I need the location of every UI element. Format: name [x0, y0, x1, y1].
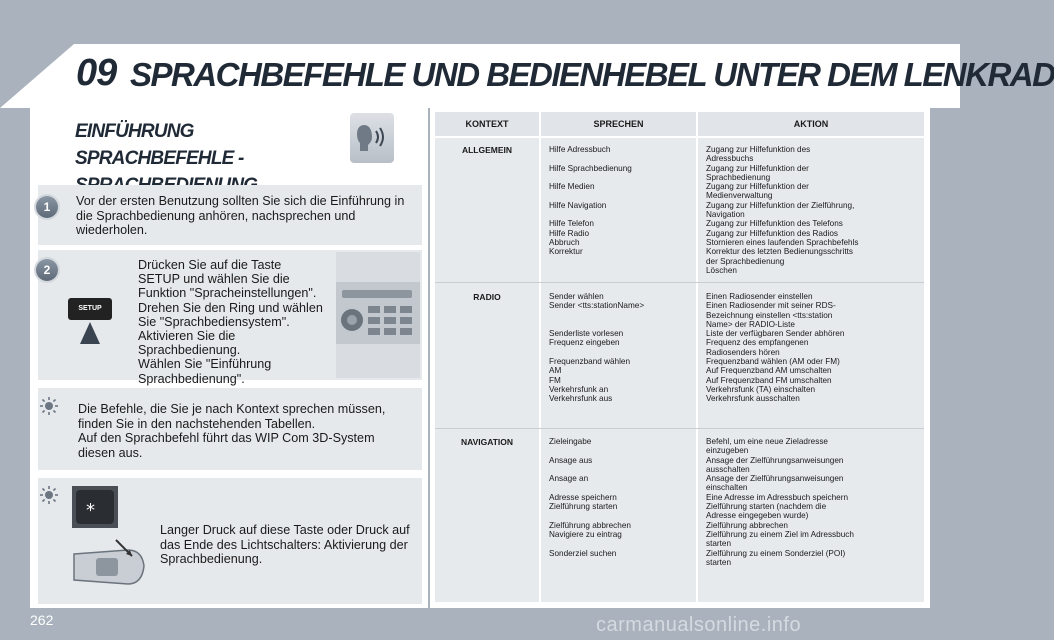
step-2-line: Drücken Sie auf die Taste — [138, 258, 282, 272]
table-row-context: RADIO — [473, 292, 501, 302]
watermark: carmanualsonline.info — [596, 614, 802, 636]
context-column — [435, 138, 539, 602]
tip-2-text — [160, 523, 420, 567]
step-1-text: Vor der ersten Benutzung sollten Sie sich die Einführung in die Sprachbedienung anhören, nachsprechen und wiederholen. — [76, 194, 405, 237]
step-2-line: Sprachbedienung". — [138, 371, 245, 386]
page-title: SPRACHBEFEHLE UND BEDIENHEBEL UNTER DEM LENKRAD — [130, 56, 1054, 93]
table-row-speak: Sender wählen Sender <tts:stationName> Senderliste vorlesen Frequenz eingeben Frequenzband wählen AM FM Verkehrsfunk an Verkehrsfunk aus — [549, 292, 645, 404]
radio-unit-illustration — [336, 252, 420, 378]
intro-title-line1: EINFÜHRUNG SPRACHBEFEHLE - — [75, 121, 244, 169]
row-divider — [435, 282, 924, 283]
svg-text:*: * — [86, 500, 95, 521]
table-row-context: ALLGEMEIN — [461, 145, 513, 155]
tip-2-line: das Ende des Lichtschalters: Aktivierung der — [160, 537, 408, 552]
steering-wheel-button-illustration — [72, 486, 118, 528]
sun-tip-icon — [40, 397, 58, 415]
step-2-line: Funktion "Spracheinstellungen". — [138, 286, 317, 301]
table-header-action: AKTION — [698, 112, 924, 136]
step-2-line: Wählen Sie "Einführung — [138, 357, 272, 372]
voice-command-icon — [350, 113, 394, 163]
tip-1-line: Die Befehle, die Sie je nach Kontext sprechen müssen, — [78, 402, 386, 416]
tip-2-line: Sprachbedienung. — [160, 552, 263, 566]
table-row-action: Zugang zur Hilfefunktion des Adressbuchs Zugang zur Hilfefunktion der Sprachbedienung Zugang zur Hilfefunktion der Medienverwaltung Zugang zur Hilfefunktion der Zielführung, Navigation Zugang zur Hilfefunktion des Telefons Zugang zur Hilfefunktion des Radios Stornieren eines laufenden Sprachbefehls Korrektur des letzten Bedienungsschritts der Sprachbedienung Löschen — [706, 145, 859, 275]
table-header-speak: SPRECHEN — [541, 112, 696, 136]
arrow-up-icon — [80, 322, 100, 344]
step-2-line: Drehen Sie den Ring und wählen — [138, 300, 323, 315]
light-stalk-illustration — [70, 536, 154, 602]
table-row-action: Einen Radiosender einstellen Einen Radiosender mit seiner RDS- Bezeichnung einstellen <tts:station Name> der RADIO-Liste Liste der verfügbaren Sender abhören Frequenz des empfangenen Radiosenders hören Frequenzband wählen (AM oder FM) Auf Frequenzband AM umschalten Auf Frequenzband FM umschalten Verkehrsfunk (TA) einschalten Verkehrsfunk ausschalten — [706, 292, 845, 404]
table-row-action: Befehl, um eine neue Zieladresse einzugeben Ansage der Zielführungsanweisungen ausschalten Ansage der Zielführungsanweisungen einschalten Eine Adresse im Adressbuch speichern Zielführung starten (nachdem die Adresse eingegeben wurde) Zielführung abbrechen Zielführung zu einem Ziel im Adressbuch starten Zielführung zu einem Sonderziel (POI) starten — [706, 437, 854, 567]
table-row-speak: Hilfe Adressbuch Hilfe Sprachbedienung Hilfe Medien Hilfe Navigation Hilfe Telefon Hilfe Radio Abbruch Korrektur — [549, 145, 632, 257]
tip-1-line: Auf den Sprachbefehl führt das WIP Com 3D-System — [78, 431, 375, 445]
tip-1-line: diesen aus. — [78, 445, 143, 460]
sun-tip-icon — [40, 486, 58, 504]
setup-button-illustration: SETUP — [68, 298, 112, 320]
step-2-line: Aktivieren Sie die — [138, 329, 236, 344]
row-divider — [435, 428, 924, 429]
step-2-text — [138, 258, 334, 386]
table-header-context: KONTEXT — [435, 112, 539, 136]
step-2-line: Sie "Sprachbediensystem". — [138, 314, 290, 329]
tip-1-line: finden Sie in den nachstehenden Tabellen. — [78, 416, 316, 431]
step-2-line: Sprachbedienung. — [138, 343, 241, 358]
page-number: 262 — [30, 612, 54, 628]
table-row-speak: Zieleingabe Ansage aus Ansage an Adresse speichern Zielführung starten Zielführung abbrechen Navigiere zu eintrag Sonderziel suchen — [549, 437, 631, 558]
step-1-badge: 1 — [36, 196, 58, 218]
header-wedge — [0, 44, 74, 108]
tip-2-line: Langer Druck auf diese Taste oder Druck auf — [160, 523, 410, 537]
chapter-number: 09 — [76, 52, 117, 94]
table-row-context: NAVIGATION — [460, 437, 514, 447]
step-2-line: SETUP und wählen Sie die — [138, 272, 290, 287]
step-2-badge: 2 — [36, 259, 58, 281]
tip-1-text — [78, 402, 414, 460]
